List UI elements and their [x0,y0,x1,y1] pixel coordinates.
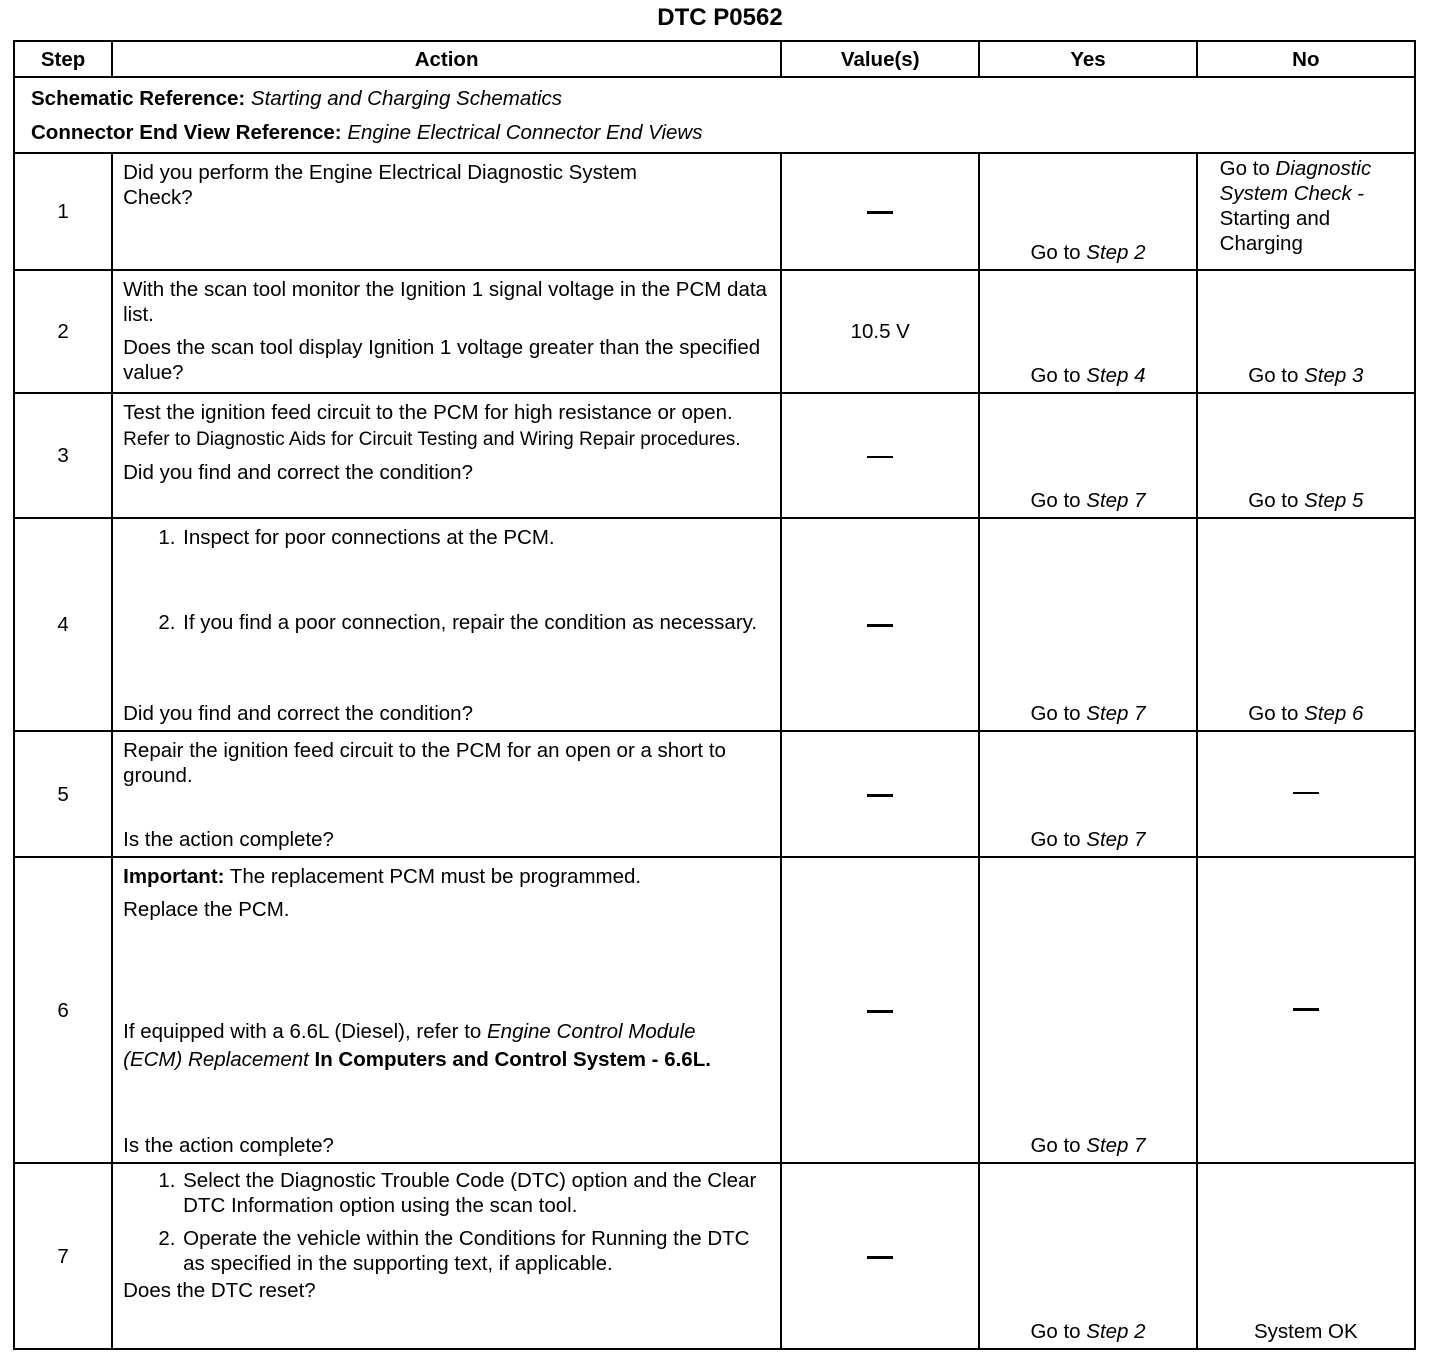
dash-icon [867,624,893,627]
header-yes: Yes [979,41,1196,77]
step-link[interactable]: Step 7 [1086,702,1146,725]
step-yes: Go to Step 7 [979,731,1196,857]
step-list: 1. Select the Diagnostic Trouble Code (DTC) option and the Clear DTC Information option using the scan tool. 2. Operate the vehicle within the Conditions for Running the DTC as specified in the supporting text, if applicable. [123,1168,770,1276]
dash-icon [867,1256,893,1259]
step-no [1197,857,1415,1163]
dash-icon [867,794,893,797]
step-yes: Go to Step 7 [979,393,1196,518]
step-action: Test the ignition feed circuit to the PCM for high resistance or open. Refer to Diagnostic Aids for Circuit Testing and Wiring Repair procedures. Did you find and correct the condition? [112,393,781,518]
connector-reference: Connector End View Reference: Engine Electrical Connector End Views [31,121,703,144]
step-link[interactable]: Step 5 [1304,489,1364,512]
table-row [14,857,1415,1163]
schematic-reference-link[interactable]: Starting and Charging Schematics [250,87,563,110]
table-row [14,731,1415,857]
table-row [14,1163,1415,1349]
page-title: DTC P0562 [657,4,783,31]
step-value: 10.5 V [781,270,979,393]
step-no: Go to Step 6 [1197,518,1415,731]
header-values: Value(s) [781,41,979,77]
dash-icon [1293,792,1319,794]
step-number: 7 [14,1163,112,1349]
step-number: 4 [14,518,112,731]
step-action: 1. Select the Diagnostic Trouble Code (DTC) option and the Clear DTC Information option using the scan tool. 2. Operate the vehicle within the Conditions for Running the DTC as specified in the supporting text, if applicable. Does the DTC reset? [112,1163,781,1349]
step-action: Repair the ignition feed circuit to the PCM for an open or a short to ground. Is the action complete? [112,731,781,857]
table-row [14,518,1415,731]
table-row [14,270,1415,393]
step-link[interactable]: Diagnostic System Check [1219,157,1372,205]
reference-row [14,77,1415,153]
step-link[interactable]: Step 7 [1086,1134,1146,1157]
step-link[interactable]: Step 2 [1086,1320,1146,1343]
connector-reference-link[interactable]: Engine Electrical Connector End Views [347,121,703,144]
step-value [781,731,979,857]
step-value [781,153,979,270]
step-number: 3 [14,393,112,518]
step-link[interactable]: Step 7 [1086,489,1146,512]
step-list: 1. Inspect for poor connections at the PCM. 2. If you find a poor connection, repair the condition as necessary. [123,525,770,635]
step-action: Did you perform the Engine Electrical Diagnostic System Check? [112,153,781,270]
step-value [781,518,979,731]
step-no [1197,731,1415,857]
step-value [781,393,979,518]
step-link[interactable]: Step 2 [1086,241,1146,264]
step-link[interactable]: Step 3 [1304,364,1364,387]
dash-icon [1293,1008,1319,1011]
ecm-replacement-link[interactable]: Engine Control Module (ECM) Replacement [123,1020,696,1071]
step-value [781,1163,979,1349]
step-number: 6 [14,857,112,1163]
step-yes: Go to Step 2 [979,153,1196,270]
step-value [781,857,979,1163]
table-row [14,393,1415,518]
step-number: 5 [14,731,112,857]
step-link[interactable]: Step 4 [1086,364,1146,387]
dash-icon [867,211,893,214]
step-action: Important: The replacement PCM must be programmed. Replace the PCM. If equipped with a 6.6L (Diesel), refer to Engine Control Module (ECM) Replacement In Computers and Control System - 6.6L. Is the action complete? [112,857,781,1163]
step-link[interactable]: Step 7 [1086,828,1146,851]
step-yes: Go to Step 7 [979,518,1196,731]
dash-icon [867,1010,893,1013]
step-no: Go to Step 5 [1197,393,1415,518]
dash-icon [867,456,893,458]
step-number: 2 [14,270,112,393]
step-no: System OK [1197,1163,1415,1349]
diagnostic-table [13,40,1416,1350]
header-step: Step [14,41,112,77]
header-action: Action [112,41,781,77]
schematic-reference: Schematic Reference: Starting and Charging Schematics [31,87,563,110]
header-no: No [1197,41,1415,77]
header-row [14,41,1415,77]
table-row [14,153,1415,270]
step-link[interactable]: Step 6 [1304,702,1364,725]
step-no: Go to Step 3 [1197,270,1415,393]
step-action: 1. Inspect for poor connections at the PCM. 2. If you find a poor connection, repair the condition as necessary. Did you find and correct the condition? [112,518,781,731]
step-no: Go to Diagnostic System Check - Starting and Charging [1197,153,1415,270]
reference-cell [14,77,1415,153]
step-action: With the scan tool monitor the Ignition 1 signal voltage in the PCM data list. Does the scan tool display Ignition 1 voltage greater than the specified value? [112,270,781,393]
step-yes: Go to Step 2 [979,1163,1196,1349]
step-number: 1 [14,153,112,270]
step-yes: Go to Step 7 [979,857,1196,1163]
step-yes: Go to Step 4 [979,270,1196,393]
